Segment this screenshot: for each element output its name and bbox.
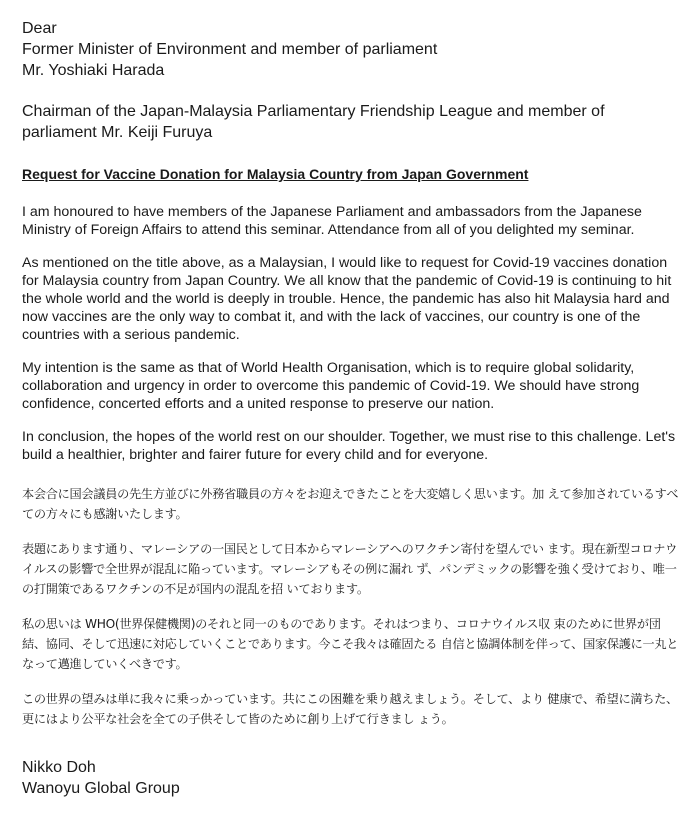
- japanese-paragraph-1: 本会合に国会議員の先生方並びに外務省職員の方々をお迎えできたことを大変嬉しく思います。加 えて参加されているすべての方々にも感謝いたします。: [22, 487, 679, 521]
- letter: [22, 18, 682, 799]
- english-paragraph-2: As mentioned on the title above, as a Malaysian, I would like to request for Covid-19 vaccines donation for Malaysia country from Japan Country. We all know that the pandemic of Covid-19 is continuing to hit the whole world and the world is deeply in trouble. Hence, the pandemic has also hit Malaysia hard and now vaccines are the only way to combat it, and with the lack of vaccines, our country is one of the countries with a serious pandemic.: [22, 255, 672, 343]
- japanese-paragraph-2: 表題にあります通り、マレーシアの一国民として日本からマレーシアへのワクチン寄付を望んでい ます。現在新型コロナウイルスの影響で全世界が混乱に陥っています。マレーシアもその例に漏れ ず、パンデミックの影響を強く受けており、唯一の打開策であるワクチンの不足が国内の混乱を招 いております。: [22, 542, 678, 596]
- signature-name: Nikko Doh: [22, 759, 96, 776]
- recipient-1-title: Former Minister of Environment and member of parliament: [22, 41, 438, 58]
- japanese-paragraph-3: 私の思いは WHO(世界保健機関)のそれと同一のものであります。それはつまり、コロナウイルス収 束のために世界が団結、協同、そして迅速に対応していくことであります。今こそ我々は確固たる 自信と協調体制を伴って、国家保護に一丸となって邁進していくべきです。: [22, 617, 679, 671]
- greeting: Dear: [22, 20, 57, 37]
- english-paragraph-3: My intention is the same as that of World Health Organisation, which is to require global solidarity, collaboration and urgency in order to overcome this pandemic of Covid-19. We should have strong confidence, concerted efforts and a united response to preserve our nation.: [22, 360, 640, 412]
- signature-organization: Wanoyu Global Group: [22, 780, 180, 797]
- addressee-block: [22, 18, 682, 81]
- signature-block: [22, 757, 682, 799]
- recipient-1-name: Mr. Yoshiaki Harada: [22, 62, 165, 79]
- subject-line: Request for Vaccine Donation for Malaysia Country from Japan Government: [22, 166, 529, 182]
- recipient-2: Chairman of the Japan-Malaysia Parliamentary Friendship League and member of parliament Mr. Keiji Furuya: [22, 103, 605, 141]
- japanese-paragraph-4: この世界の望みは単に我々に乗っかっています。共にこの困難を乗り越えましょう。そして、より 健康で、希望に満ちた、更にはより公平な社会を全ての子供そして皆のために創り上げて行きまし ょう。: [22, 692, 678, 726]
- english-paragraph-4: In conclusion, the hopes of the world rest on our shoulder. Together, we must rise to this challenge. Let's build a healthier, brighter and fairer future for every child and for everyone.: [22, 429, 676, 463]
- english-paragraph-1: I am honoured to have members of the Japanese Parliament and ambassadors from the Japanese Ministry of Foreign Affairs to attend this seminar. Attendance from all of you delighted my seminar.: [22, 204, 642, 238]
